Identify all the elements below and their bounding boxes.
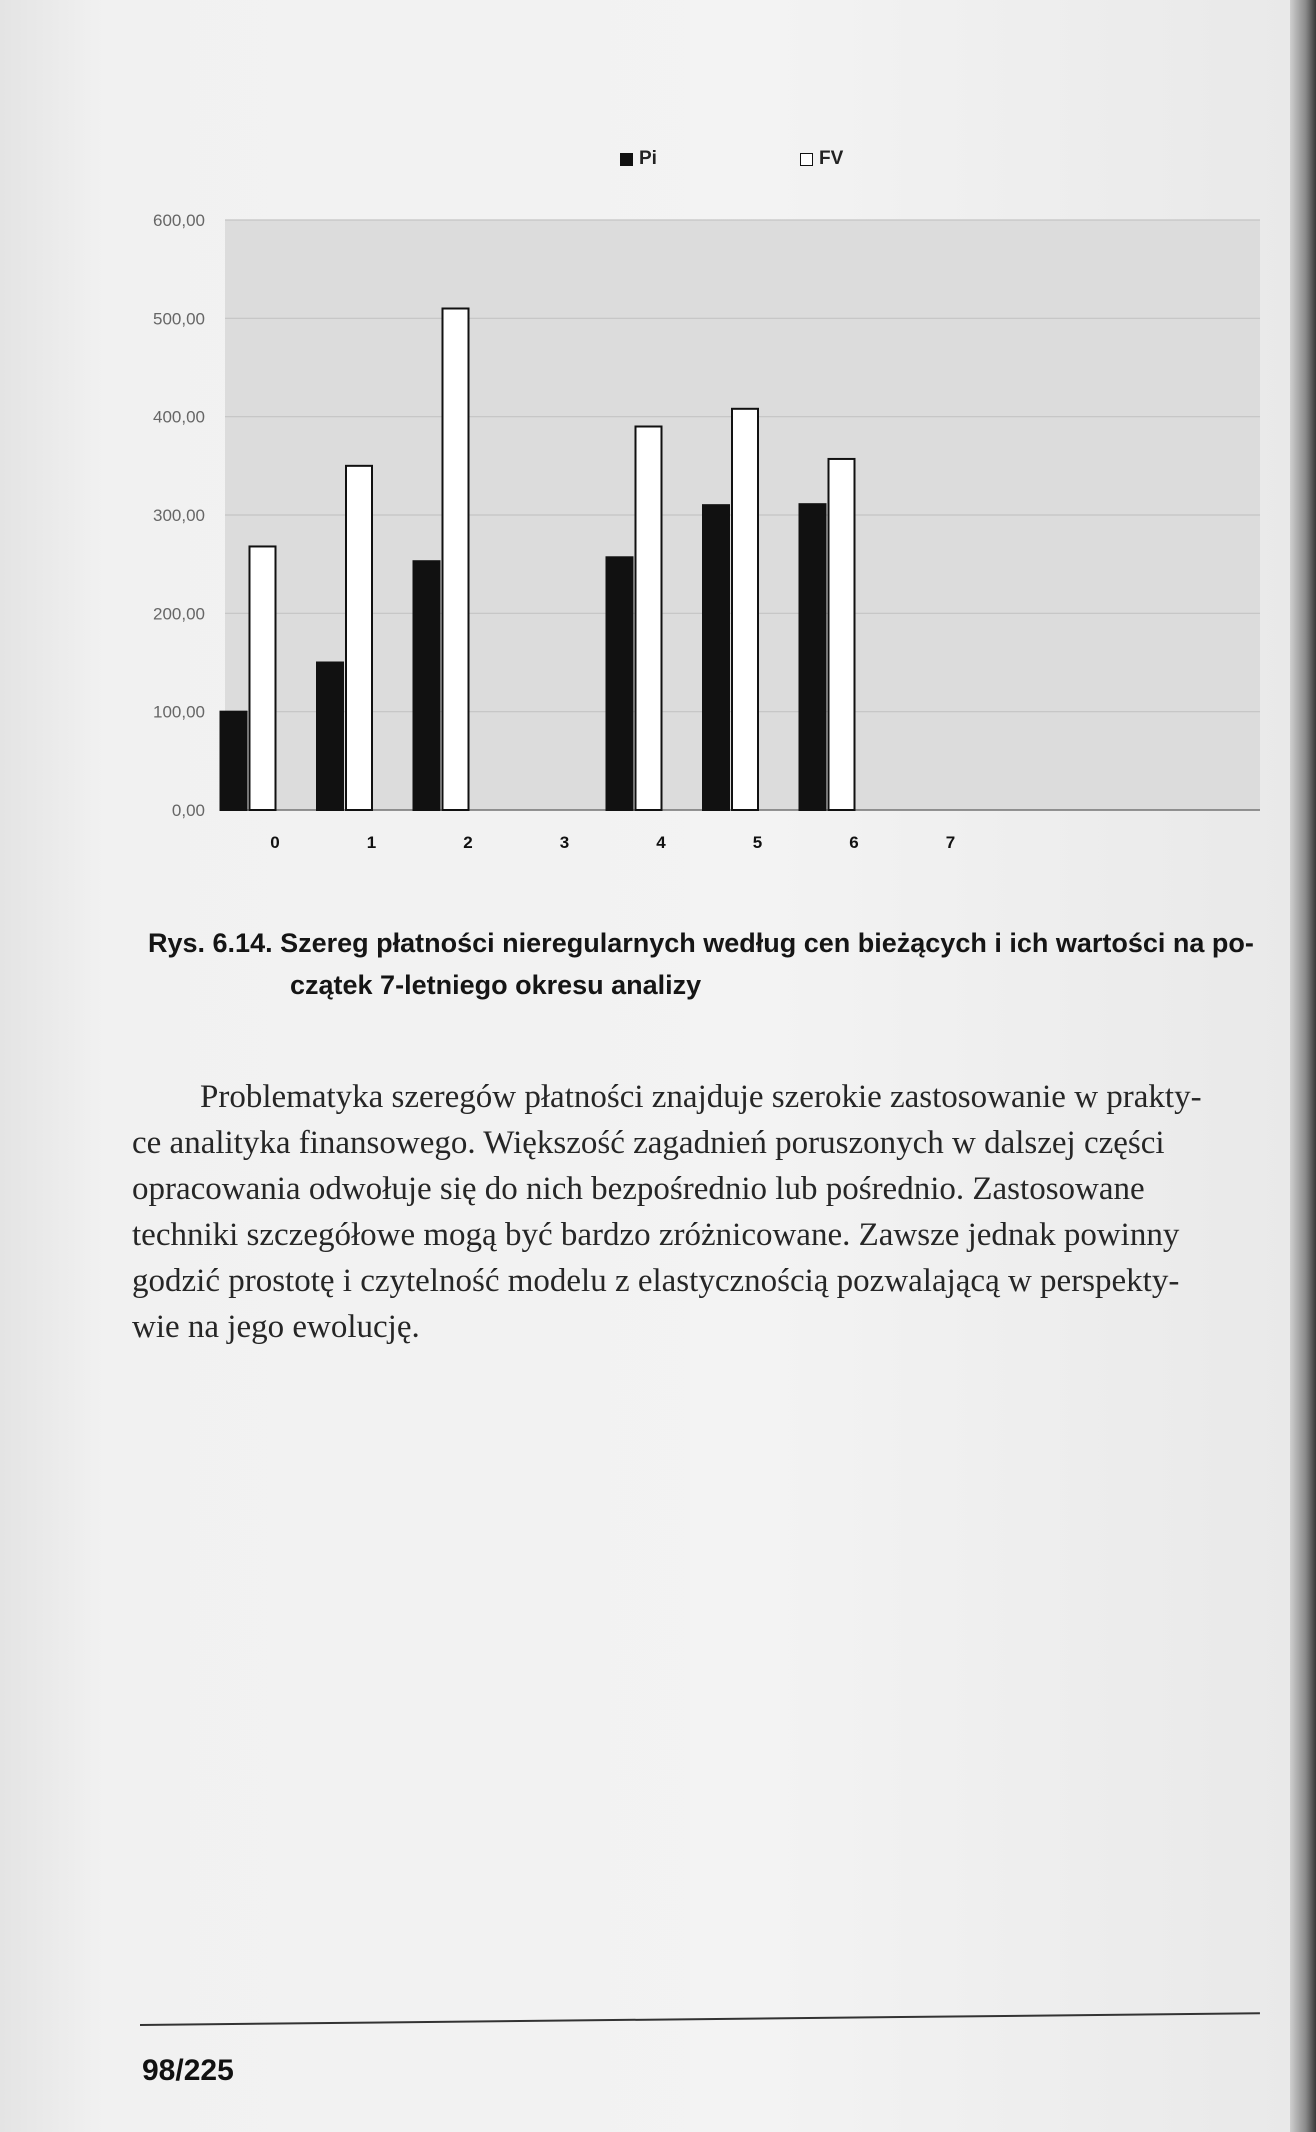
y-tick-label: 300,00 xyxy=(153,506,205,525)
legend-item-pi xyxy=(620,148,657,170)
y-tick-label: 500,00 xyxy=(153,309,205,329)
page-number: 98/225 xyxy=(142,2054,234,2087)
y-tick-label: 0,00 xyxy=(171,801,205,820)
legend-label-pi: Pi xyxy=(639,148,657,169)
x-tick-label: 0 xyxy=(270,833,280,852)
x-tick-label: 2 xyxy=(463,833,473,852)
caption-line-2: czątek 7-letniego okresu analizy xyxy=(290,970,702,1000)
body-line: ce analityka finansowego. Większość zagadnień poruszonych w dalszej części xyxy=(132,1125,1165,1161)
caption-line-1: Szereg płatności nieregularnych według cen bieżących i ich wartości na po- xyxy=(280,928,1254,958)
chart-legend xyxy=(120,130,1270,190)
x-tick-label: 7 xyxy=(945,833,956,852)
x-tick-label: 1 xyxy=(366,833,377,852)
body-line: Problematyka szeregów płatności znajduje szerokie zastosowanie w prakty- xyxy=(200,1079,1202,1115)
bar-fv-5 xyxy=(732,409,758,810)
legend-swatch-fv xyxy=(800,153,813,166)
page-edge-shadow xyxy=(1290,0,1316,2132)
bar-chart xyxy=(120,130,1270,870)
bar-pi-6 xyxy=(800,504,826,810)
bar-pi-0 xyxy=(221,712,247,810)
body-line: opracowania odwołuje się do nich bezpośrednio lub pośrednio. Zastosowane xyxy=(132,1171,1145,1207)
legend-item-fv xyxy=(800,148,843,170)
body-line: techniki szczegółowe mogą być bardzo zróżnicowane. Zawsze jednak powinny xyxy=(132,1217,1180,1253)
y-tick-label: 600,00 xyxy=(153,211,205,230)
x-tick-label: 6 xyxy=(849,833,859,852)
caption-label: Rys. 6.14. xyxy=(148,928,273,958)
x-tick-label: 4 xyxy=(656,833,666,852)
y-tick-label: 100,00 xyxy=(153,702,205,722)
figure-caption xyxy=(148,922,1298,1006)
bar-fv-6 xyxy=(829,459,855,810)
x-tick-label: 3 xyxy=(559,833,570,852)
legend-label-fv: FV xyxy=(819,148,844,169)
footer-rule xyxy=(140,2012,1260,2026)
bar-fv-2 xyxy=(443,309,469,811)
body-paragraph xyxy=(132,1074,1292,1350)
bar-fv-0 xyxy=(250,546,276,810)
bar-fv-1 xyxy=(346,466,372,810)
bar-pi-5 xyxy=(703,505,729,810)
body-line: wie na jego ewolucję. xyxy=(132,1309,420,1345)
bar-pi-2 xyxy=(414,561,440,810)
bar-pi-1 xyxy=(317,663,343,811)
bar-fv-4 xyxy=(636,427,662,811)
y-tick-label: 200,00 xyxy=(153,604,205,624)
bar-pi-4 xyxy=(607,557,633,810)
x-tick-label: 5 xyxy=(752,833,763,852)
legend-swatch-pi xyxy=(620,153,633,166)
body-line: godzić prostotę i czytelność modelu z elastycznością pozwalającą w perspekty- xyxy=(132,1263,1180,1299)
y-tick-label: 400,00 xyxy=(153,407,205,427)
chart-plot-svg xyxy=(120,130,1270,870)
